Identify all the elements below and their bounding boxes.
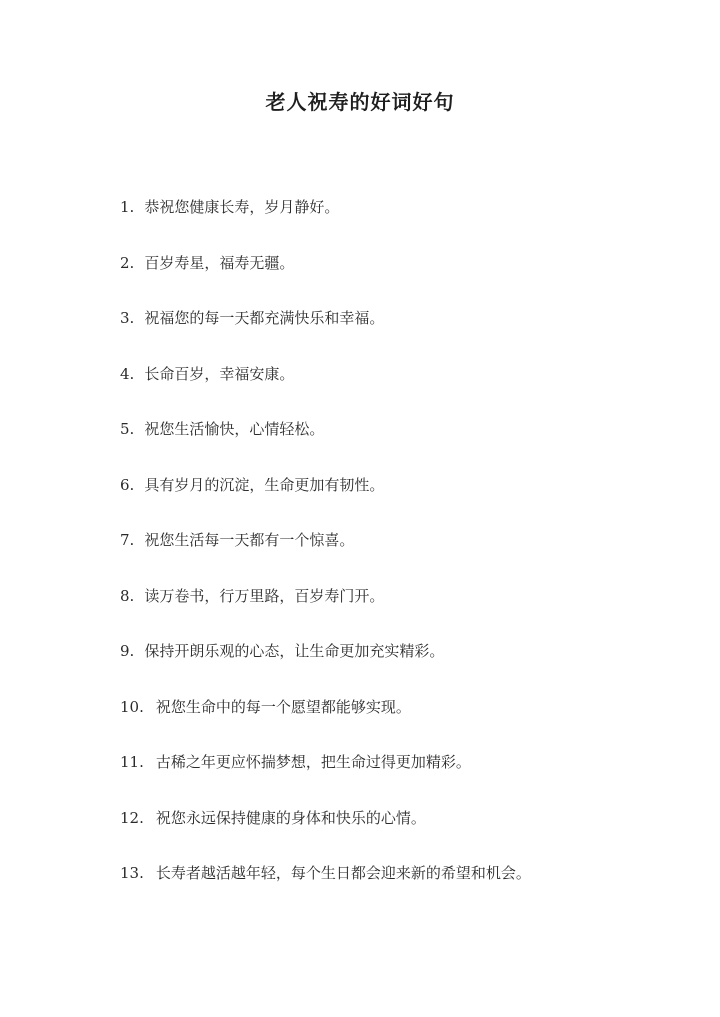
item-text: 读万卷书，行万里路，百岁寿门开。 [144,586,385,605]
list-item [120,640,680,696]
item-text: 古稀之年更应怀揣梦想，把生命过得更加精彩。 [155,753,471,771]
item-text: 保持开朗乐观的心态，让生命更加充实精彩。 [144,642,445,660]
list-item [120,585,680,641]
item-number: 1. [120,198,135,216]
item-text: 祝您永远保持健康的身体和快乐的心情。 [155,808,426,827]
item-text: 祝您生命中的每一个愿望都能够实现。 [155,697,411,716]
item-text: 长寿者越活越年轻，每个生日都会迎来新的希望和机会。 [155,864,531,882]
item-number: 10. [120,697,144,716]
item-number: 3. [120,309,135,327]
list-item [120,474,680,530]
item-number: 2. [120,253,135,272]
item-text: 祝福您的每一天都充满快乐和幸福。 [144,309,385,327]
list-item [120,196,680,252]
page-title: 老人祝寿的好词好句 [265,90,455,114]
item-number: 11. [120,753,144,771]
item-text: 恭祝您健康长寿，岁月静好。 [144,198,340,216]
item-number: 12. [120,808,144,827]
item-text: 祝您生活每一天都有一个惊喜。 [144,531,355,549]
item-number: 8. [120,586,135,605]
list-item [120,807,680,863]
item-number: 13. [120,864,144,882]
list-item [120,363,680,419]
item-text: 具有岁月的沉淀，生命更加有韧性。 [144,475,385,494]
list-item [120,862,680,918]
list-item [120,696,680,752]
list-item [120,252,680,308]
item-text: 祝您生活愉快，心情轻松。 [144,420,325,438]
list-item [120,418,680,474]
item-number: 9. [120,642,135,660]
list-item [120,751,680,807]
item-text: 长命百岁，幸福安康。 [144,364,295,383]
blessing-list [120,196,680,918]
item-number: 5. [120,420,135,438]
item-text: 百岁寿星，福寿无疆。 [144,253,295,272]
item-number: 7. [120,531,135,549]
item-number: 4. [120,364,135,383]
item-number: 6. [120,475,135,494]
list-item [120,529,680,585]
list-item [120,307,680,363]
